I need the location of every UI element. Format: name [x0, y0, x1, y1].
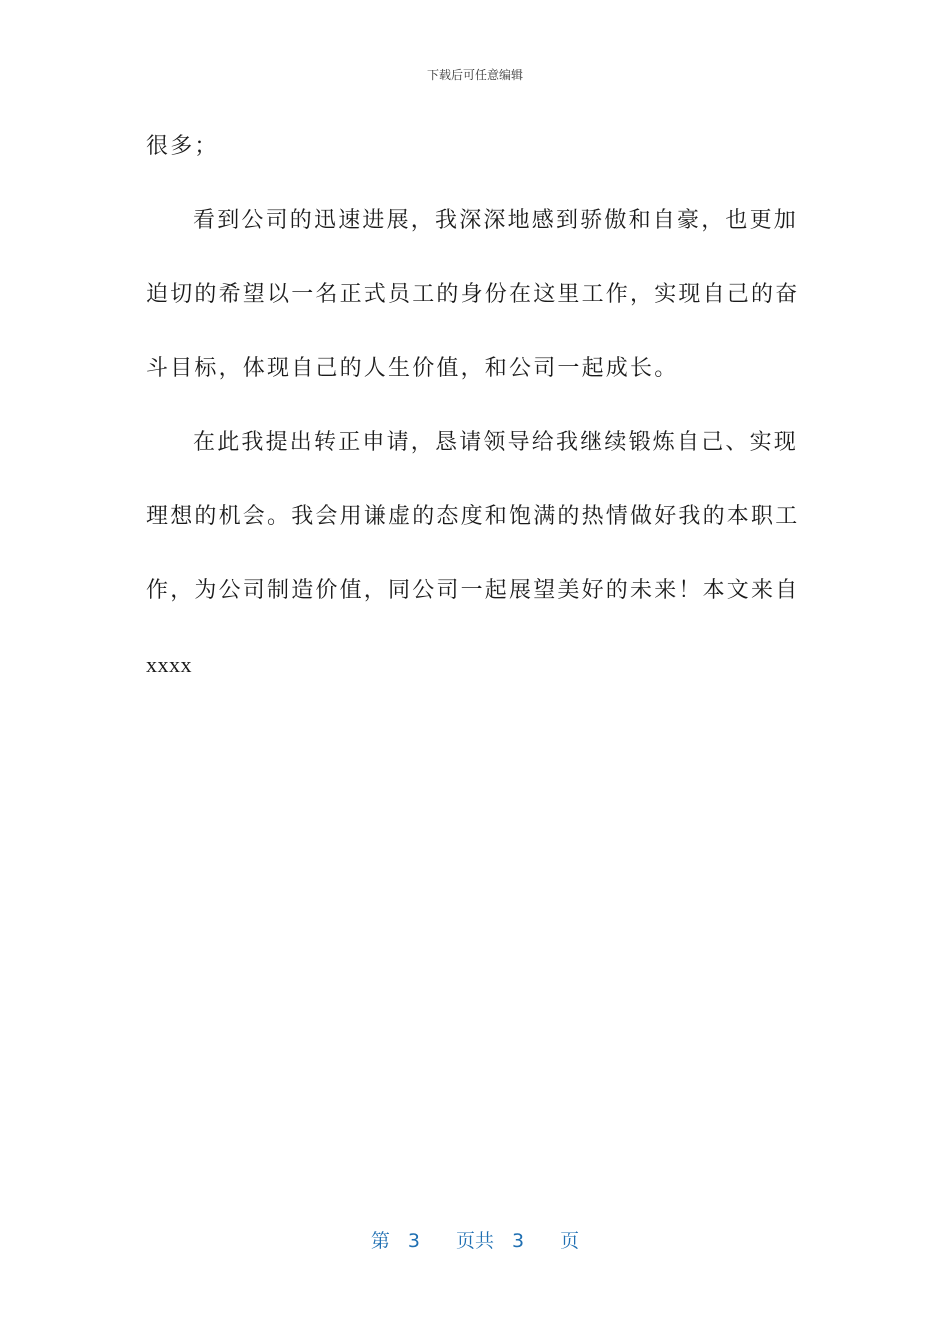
- paragraph-line: xxxx: [146, 652, 192, 677]
- page-footer: [0, 1226, 950, 1253]
- page-header: 下载后可任意编辑: [426, 68, 523, 82]
- paragraph-line: 在此我提出转正申请，恳请领导给我继续锻炼自己、实现: [193, 430, 799, 455]
- paragraph-line: 作，为公司制造价值，同公司一起展望美好的未来！本文来自: [146, 578, 800, 603]
- paragraph-line: 斗目标，体现自己的人生价值，和公司一起成长。: [146, 356, 679, 381]
- document-body: [146, 128, 800, 720]
- footer-label-of: 页共: [455, 1230, 494, 1252]
- paragraph-line: 理想的机会。我会用谦虚的态度和饱满的热情做好我的本职工: [146, 504, 800, 529]
- footer-total-pages: 3: [512, 1230, 525, 1252]
- footer-current-page: 3: [407, 1230, 420, 1252]
- footer-label-end: 页: [560, 1230, 580, 1252]
- paragraph-line: 迫切的希望以一名正式员工的身份在这里工作，实现自己的奋: [146, 282, 800, 307]
- paragraph-line: 看到公司的迅速进展，我深深地感到骄傲和自豪，也更加: [193, 208, 799, 233]
- paragraph-line: 很多；: [146, 134, 219, 159]
- footer-label-page: 第: [370, 1230, 390, 1252]
